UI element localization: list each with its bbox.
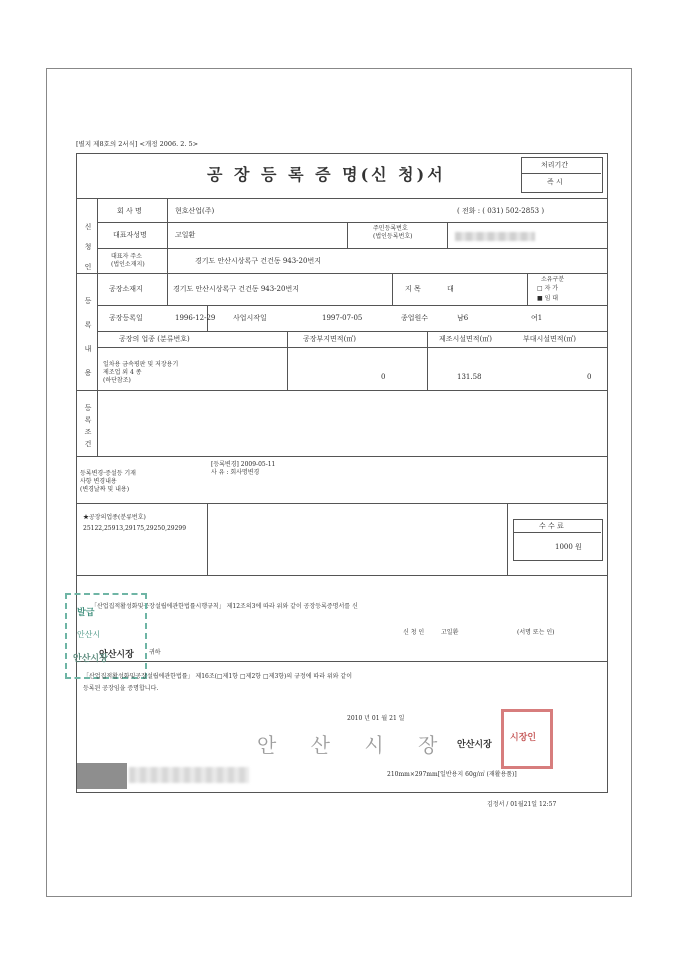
change-history-value: [등록변경] 2009-05-11 사 유 : 회사명변경 [211, 461, 276, 476]
conditions-label: 등 록 조 건 [84, 404, 92, 448]
industry-column-header: 공장의 업종 (분류번호) [119, 335, 190, 343]
ownership-lease: ■ 임 대 [537, 295, 559, 302]
form-reference: [별지 제8호의 2서식] <개정 2006. 2. 5> [76, 140, 199, 148]
request-statement: 「산업집적활성화및공장설립에관한법률시행규칙」 제12조의3에 따라 위와 같이 공장등록증명서를 신 [91, 603, 358, 610]
certification-statement-1: 「산업집적활성화및공장설립에관한법률」 제16조(□제1항 □제2항 □제3항)의 규정에 따라 위와 같이 [83, 673, 352, 680]
official-seal: 시장인 [501, 709, 553, 769]
applicant-sign-note: (서명 또는 인) [517, 629, 555, 636]
issuing-office-stamp: 발급 안산시 안산시장 [65, 593, 147, 679]
paper-size-note: 210mm×297mm[일반용지 60g/㎡ (재활용품)] [387, 771, 517, 778]
addressee-mayor: 안산시장 [99, 650, 134, 660]
company-value: 현호산업(주) [175, 207, 215, 215]
address-label: 대표자 주소 (법인소재지) [111, 253, 145, 268]
industry-codes-value: 25122,25913,29175,29250,29299 [83, 525, 187, 532]
factory-address-label: 공장소재지 [109, 285, 143, 293]
aux-area-value: 0 [587, 373, 592, 381]
site-area-column-header: 공장부지면적(㎡) [303, 335, 357, 343]
representative-label: 대표자성명 [113, 231, 147, 239]
registration-date-label: 공장등록일 [109, 314, 143, 322]
land-category-label: 지 목 [405, 285, 421, 293]
applicant-sign-label: 신 청 인 [403, 629, 425, 636]
addressee-honorific: 귀하 [149, 649, 161, 656]
document-title: 공 장 등 록 증 명(신 청)서 [207, 165, 446, 184]
operation-start-label: 사업시작일 [233, 314, 267, 322]
representative-value: 고일환 [175, 231, 196, 239]
mfg-area-value: 131.58 [457, 373, 482, 381]
operation-start-value: 1997-07-05 [322, 314, 363, 322]
site-area-value: 0 [381, 373, 386, 381]
industry-codes-label: ★공장의업종(분류번호) [83, 514, 146, 521]
id-number-label: 주민등록번호 (법인등록번호) [373, 225, 413, 240]
processing-label: 처리기간 [541, 161, 569, 169]
mayor-signature-stamp-text: 안산시장 [457, 740, 492, 750]
redacted-id-number [455, 232, 535, 241]
industry-value: 일차용 금속평판 및 저장용기 제조업 외 4 종 (하단참조) [103, 361, 179, 384]
applicant-section-label: 신 청 인 [84, 223, 92, 271]
processing-value: 즉 시 [547, 178, 563, 186]
issue-timestamp: 김정서 / 01월21일 12:57 [487, 801, 557, 808]
company-label: 회 사 명 [117, 207, 142, 215]
employees-label: 종업원수 [401, 314, 429, 322]
ownership-own: □ 자 가 [537, 285, 559, 292]
form-box [76, 153, 608, 793]
applicant-sign-name: 고일환 [441, 629, 459, 636]
ownership-label: 소유구분 [541, 276, 565, 283]
certification-date: 2010 년 01 월 21 일 [347, 715, 405, 722]
mayor-signature-watermark: 안 산 시 장 [257, 733, 452, 757]
document-frame [46, 68, 632, 897]
address-value: 경기도 안산시상록구 건건동 943-20번지 [195, 257, 321, 265]
redacted-footer-text [129, 767, 249, 783]
employees-male: 남6 [457, 314, 469, 322]
registration-section-label: 등 록 내 용 [84, 297, 92, 377]
fee-label: 수 수 료 [539, 522, 564, 530]
registration-date-value: 1996-12-29 [175, 314, 216, 322]
aux-area-column-header: 부대시설면적(㎡) [523, 335, 577, 343]
certification-statement-2: 등록된 공장임을 증명합니다. [83, 685, 159, 692]
company-phone: ( 전화 : ( 031) 502-2853 ) [457, 207, 545, 215]
mfg-area-column-header: 제조시설면적(㎡) [439, 335, 493, 343]
fee-value: 1000 원 [555, 543, 582, 551]
change-history-label: 등록변경·증설등 기재 사항 변경내용 (변경날짜 및 내용) [80, 470, 136, 493]
land-category-value: 대 [447, 285, 454, 293]
employees-female: 여1 [531, 314, 543, 322]
form-code-bar [77, 763, 127, 789]
factory-address-value: 경기도 안산시상록구 건건동 943-20번지 [173, 285, 299, 293]
